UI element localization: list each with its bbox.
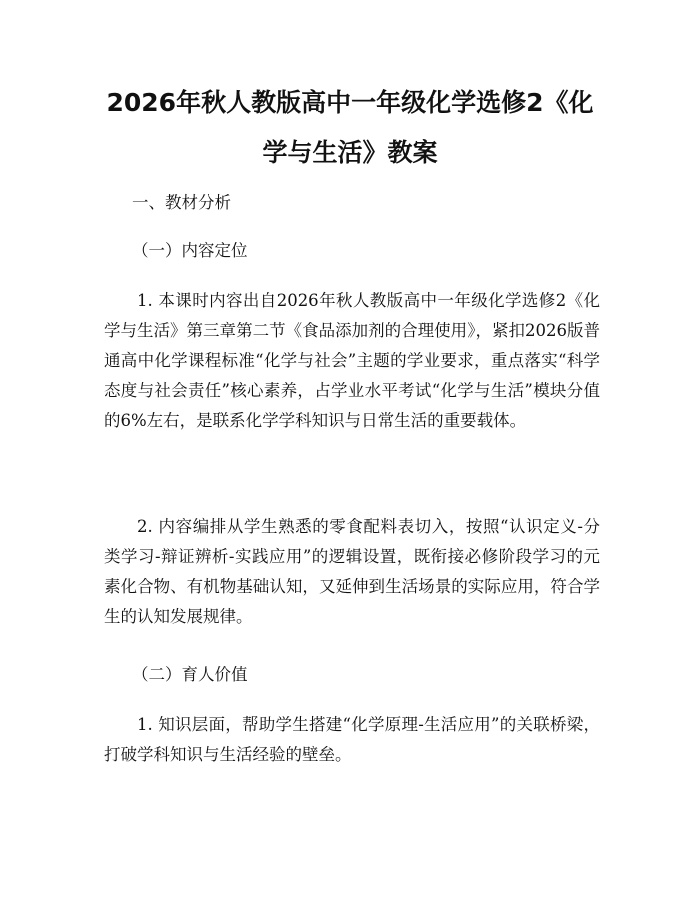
document-title: [95, 78, 605, 178]
subsection-heading-educational-value: （二）育人价值: [132, 665, 248, 684]
title-line-1: 2026年秋人教版高中一年级化学选修2《化: [106, 88, 594, 117]
subsection-heading-content-positioning: （一）内容定位: [132, 241, 248, 260]
paragraph-content-arrangement: 2. 内容编排从学生熟悉的零食配料表切入，按照“认识定义-分类学习-辩证辨析-实践应用”的逻辑设置，既衔接必修阶段学习的元素化合物、有机物基础认知，又延伸到生活场景的实际应用，符合学生的认知发展规律。: [104, 517, 600, 626]
paragraph-content-source: 1. 本课时内容出自2026年秋人教版高中一年级化学选修2《化学与生活》第三章第二节《食品添加剂的合理使用》，紧扣2026版普通高中化学课程标准“化学与社会”主题的学业要求，重点落实“科学态度与社会责任”核心素养，占学业水平考试“化学与生活”模块分值的6%左右，是联系化学学科知识与日常生活的重要载体。: [104, 291, 600, 430]
paragraph-knowledge-level: 1. 知识层面，帮助学生搭建“化学原理-生活应用”的关联桥梁，打破学科知识与生活经验的壁垒。: [104, 715, 600, 764]
title-line-2: 学与生活》教案: [262, 138, 438, 167]
section-heading-textbook-analysis: 一、教材分析: [132, 193, 231, 212]
